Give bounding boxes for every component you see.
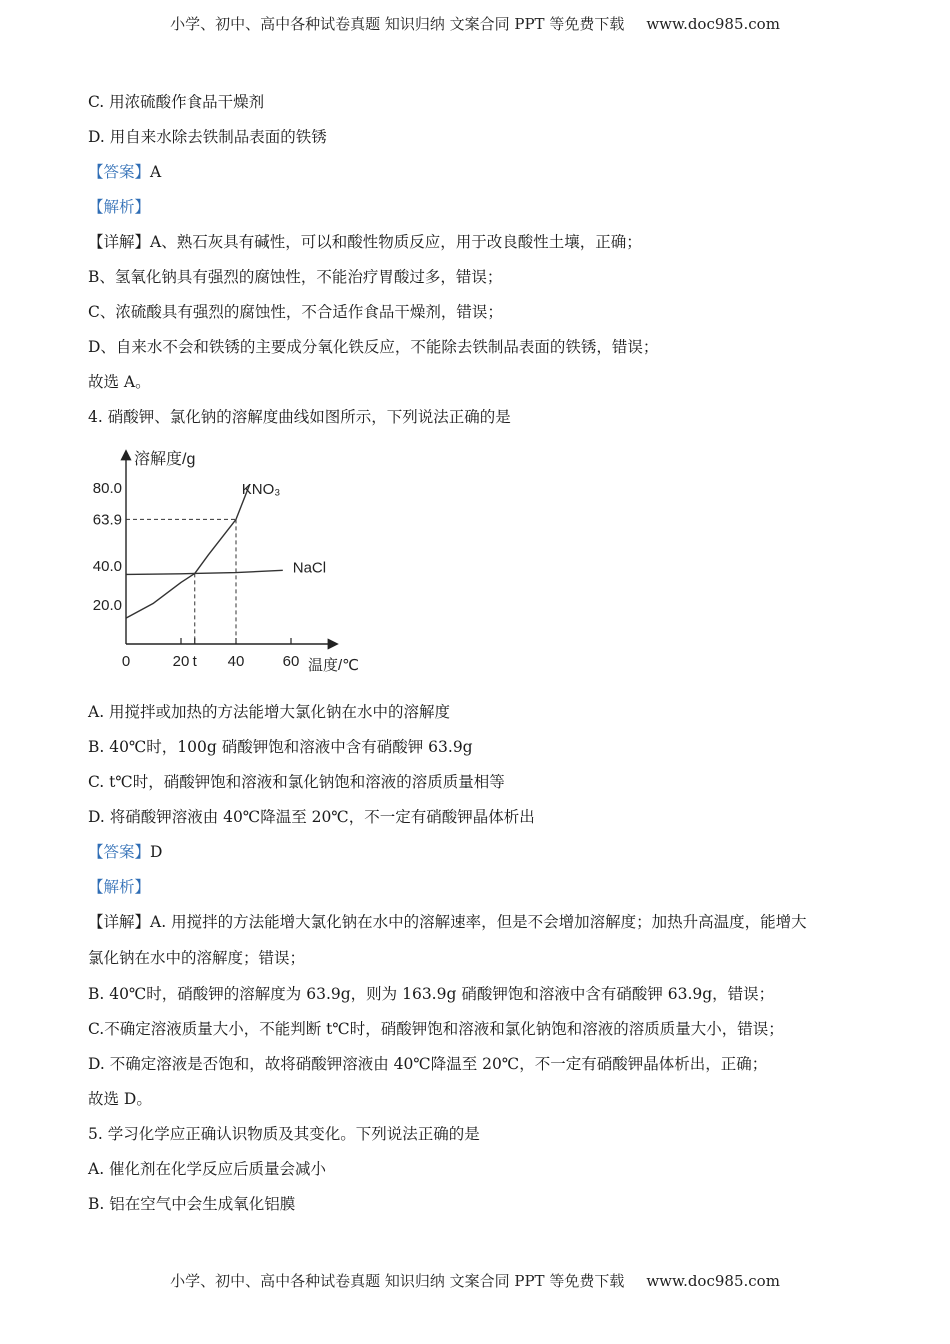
q5-stem: 5. 学习化学应正确认识物质及其变化。下列说法正确的是 <box>88 1125 480 1143</box>
q4-option-a: A. 用搅拌或加热的方法能增大氯化钠在水中的溶解度 <box>88 703 451 721</box>
header-url[interactable]: www.doc985.com <box>646 15 780 33</box>
detail-text: A. 用搅拌的方法能增大氯化钠在水中的溶解速率，但是不会增加溶解度；加热升高温度，能增大 <box>150 913 807 931</box>
series-line-nacl <box>126 570 283 574</box>
q4-stem: 4. 硝酸钾、氯化钠的溶解度曲线如图所示，下列说法正确的是 <box>88 408 511 426</box>
y-tick-label: 80.0 <box>92 480 122 497</box>
page-footer <box>0 1270 950 1291</box>
y-tick-label: 20.0 <box>92 597 122 614</box>
q3-option-d: D. 用自来水除去铁制品表面的铁锈 <box>88 128 327 146</box>
q3-detail-b: B、氢氧化钠具有强烈的腐蚀性，不能治疗胃酸过多，错误； <box>88 268 503 286</box>
footer-url[interactable]: www.doc985.com <box>646 1272 780 1290</box>
q3-answer <box>88 160 161 182</box>
q4-option-b: B. 40℃时，100g 硝酸钾饱和溶液中含有硝酸钾 63.9g <box>88 738 473 756</box>
y-tick-label: 63.9 <box>92 511 122 529</box>
header-text: 小学、初中、高中各种试卷真题 知识归纳 文案合同 PPT 等免费下载 <box>170 15 625 33</box>
y-axis-label: 溶解度/g <box>134 451 196 468</box>
q4-detail-d: D. 不确定溶液是否饱和，故将硝酸钾溶液由 40℃降温至 20℃，不一定有硝酸钾晶体析出，正确； <box>88 1055 768 1073</box>
q3-analysis-tag: 【解析】 <box>88 198 151 216</box>
solubility-chart <box>88 446 378 678</box>
page-header <box>0 13 950 34</box>
q5-option-b: B. 铝在空气中会生成氧化铝膜 <box>88 1195 296 1213</box>
q4-detail-a1 <box>88 910 807 932</box>
q3-conclusion: 故选 A。 <box>88 373 151 391</box>
x-axis-label: 温度/℃ <box>308 657 360 674</box>
x-tick-label: 0 <box>121 653 131 670</box>
x-tick-label: t <box>192 653 197 670</box>
q3-detail-a <box>88 230 642 252</box>
y-tick-label: 40.0 <box>92 558 122 575</box>
q4-conclusion: 故选 D。 <box>88 1090 152 1108</box>
answer-value: D <box>150 843 163 861</box>
q5-option-a: A. 催化剂在化学反应后质量会减小 <box>88 1160 327 1178</box>
x-tick-label: 20 <box>172 653 190 670</box>
x-tick-label: 60 <box>282 653 300 670</box>
q3-detail-d: D、自来水不会和铁锈的主要成分氧化铁反应，不能除去铁制品表面的铁锈，错误； <box>88 338 659 356</box>
series-label: NaCl <box>292 559 327 577</box>
q4-option-c: C. t℃时，硝酸钾饱和溶液和氯化钠饱和溶液的溶质质量相等 <box>88 773 505 791</box>
q4-detail-a2: 氯化钠在水中的溶解度；错误； <box>88 949 306 967</box>
answer-value: A <box>150 163 162 181</box>
x-tick-label: 40 <box>227 653 245 670</box>
detail-text: A、熟石灰具有碱性，可以和酸性物质反应，用于改良酸性土壤，正确； <box>150 233 642 251</box>
q4-detail-b: B. 40℃时，硝酸钾的溶解度为 63.9g，则为 163.9g 硝酸钾饱和溶液中含有硝酸钾 63.9g，错误； <box>88 985 775 1003</box>
footer-text: 小学、初中、高中各种试卷真题 知识归纳 文案合同 PPT 等免费下载 <box>170 1272 625 1290</box>
detail-tag: 【详解】 <box>88 913 151 931</box>
q3-option-c: C. 用浓硫酸作食品干燥剂 <box>88 93 265 111</box>
q4-answer <box>88 840 162 862</box>
q4-option-d: D. 将硝酸钾溶液由 40℃降温至 20℃，不一定有硝酸钾晶体析出 <box>88 808 535 826</box>
answer-tag: 【答案】 <box>88 163 151 181</box>
answer-tag: 【答案】 <box>88 843 151 861</box>
q4-analysis-tag: 【解析】 <box>88 878 151 896</box>
series-label: KNO₃ <box>241 481 281 499</box>
series-line-kno3 <box>126 484 250 618</box>
q3-detail-c: C、浓硫酸具有强烈的腐蚀性，不合适作食品干燥剂，错误； <box>88 303 503 321</box>
detail-tag: 【详解】 <box>88 233 151 251</box>
q4-detail-c: C.不确定溶液质量大小，不能判断 t℃时，硝酸钾饱和溶液和氯化钠饱和溶液的溶质质量大小，错误； <box>88 1020 784 1038</box>
